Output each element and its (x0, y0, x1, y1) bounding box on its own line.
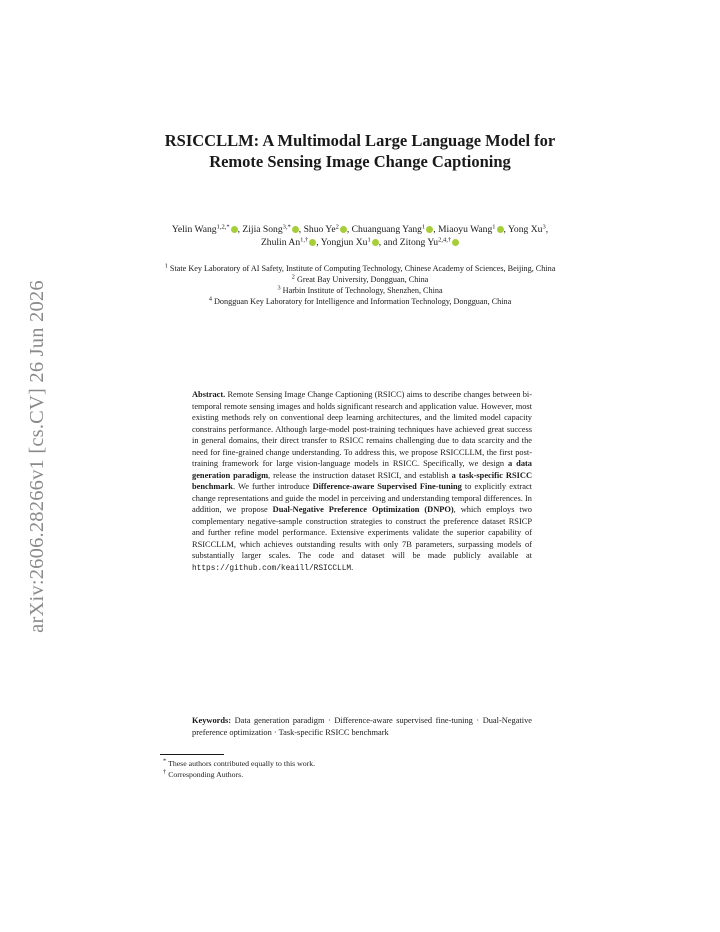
abstract-text: . We further introduce (232, 482, 313, 491)
abstract (192, 389, 532, 575)
author-affiliation-mark: 1 (421, 223, 426, 231)
author-name: Miaoyu Wang (438, 224, 493, 235)
affiliation-number: 1 (164, 262, 168, 270)
author-separator: , (316, 237, 321, 248)
footnote-text: These authors contributed equally to this work. (168, 759, 316, 768)
author-affiliation-mark: 2,4,† (438, 236, 452, 244)
abstract-text: to explicitly extract change representations and guide the model in perceiving and understanding temporal differences. In addition, we propose (192, 482, 532, 514)
footnote-text: Corresponding Authors. (168, 770, 244, 779)
author-affiliation-mark: 3 (542, 223, 546, 231)
abstract-highlight: a data generation paradigm (192, 459, 532, 480)
author-affiliation-mark: 1,2,* (216, 223, 230, 231)
paper-title: RSICCLLM: A Multimodal Large Language Model for Remote Sensing Image Change Captioning (164, 131, 556, 171)
affiliation-text: Great Bay University, Dongguan, China (296, 275, 429, 284)
affiliation-number: 2 (291, 273, 295, 281)
author (352, 224, 438, 235)
abstract-highlight: Dual-Negative Preference Optimization (DNPO) (272, 505, 454, 514)
author-name: Zitong Yu (399, 237, 439, 248)
author (438, 224, 508, 235)
author-affiliation-mark: 1 (367, 236, 371, 244)
author-name: Zhulin An (260, 237, 301, 248)
author (508, 224, 548, 235)
author-separator: , (346, 224, 352, 235)
arxiv-identifier: arXiv:2606.28266v1 [cs.CV] 26 Jun 2026 (25, 279, 48, 633)
author (261, 237, 321, 248)
footnote (163, 769, 563, 780)
author-separator: , and (378, 237, 400, 248)
abstract-text: , release the instruction dataset RSICI, and establish (268, 470, 452, 480)
abstract-text: , which employs two complementary negative-sample construction strategies to construct the preference dataset RSICP and further refine model performance. Extensive experiments validate the superior capability of RSICCLLM, which achieves outstanding results with only 7B parameters, surpassing models of substantially larger scales. The code and dataset will be made publicly available at (192, 505, 532, 560)
abstract-text: . (351, 562, 354, 572)
affiliation-number: 3 (277, 284, 281, 292)
affiliation (150, 285, 570, 296)
keywords (192, 715, 532, 738)
orcid-icon[interactable] (452, 239, 459, 246)
author-affiliation-mark: 3,* (282, 223, 291, 231)
author-separator: , (545, 224, 549, 235)
affiliation-text: Harbin Institute of Technology, Shenzhen, China (282, 286, 443, 295)
orcid-icon[interactable] (497, 226, 504, 233)
author-separator: , (298, 224, 304, 235)
author-affiliation-mark: 1,† (300, 236, 309, 244)
abstract-highlight: a task-specific RSICC benchmark (192, 470, 532, 491)
code-link[interactable]: https://github.com/keaill/RSICCLLM (192, 564, 352, 573)
author-separator: , (503, 224, 508, 235)
footnotes (163, 758, 563, 780)
author-name: Yelin Wang (171, 224, 217, 235)
affiliation-list (150, 263, 570, 307)
author-name: Zijia Song (242, 224, 283, 235)
author-affiliation-mark: 1 (492, 223, 496, 231)
affiliation-text: State Key Laboratory of AI Safety, Institute of Computing Technology, Chinese Academy of Sciences, Beijing, China (169, 264, 556, 273)
affiliation-text: Dongguan Key Laboratory for Intelligence and Information Technology, Dongguan, China (214, 297, 512, 306)
author-name: Shuo Ye (303, 224, 336, 235)
keywords-label: Keywords: (192, 716, 232, 725)
author (172, 224, 243, 235)
author (242, 224, 303, 235)
affiliation (150, 296, 570, 307)
author-separator: , (237, 224, 243, 235)
author-affiliation-mark: 2 (335, 223, 339, 231)
orcid-icon[interactable] (340, 226, 347, 233)
author (304, 224, 352, 235)
footnote-mark: * (163, 757, 167, 765)
orcid-icon[interactable] (372, 239, 379, 246)
author-separator: , (433, 224, 439, 235)
footnote-mark: † (163, 768, 167, 776)
footnote (163, 758, 563, 769)
author-list (160, 223, 560, 249)
affiliation (150, 263, 570, 274)
abstract-text: Remote Sensing Image Change Captioning (RSICC) aims to describe changes between bi-temporal remote sensing images and holds significant research and application value. However, most existing methods rely on conventional deep learning architectures, and the limited model capacity constrains performance. Although large-model post-training techniques have achieved great success in general domains, their direct transfer to RSICC remains challenging due to data scarcity and the need for fine-grained change understanding. To address this, we propose RSICCLLM, the first post-training framework for large vision-language models in RSICC. Specifically, we design (192, 390, 532, 468)
author-name: Yongjun Xu (320, 237, 368, 248)
abstract-label: Abstract. (192, 390, 226, 399)
affiliation (150, 274, 570, 285)
arxiv-stamp (18, 260, 56, 652)
orcid-icon[interactable] (231, 226, 238, 233)
affiliation-number: 4 (208, 295, 212, 303)
abstract-highlight: Difference-aware Supervised Fine-tuning (312, 482, 462, 491)
author-name: Chuanguang Yang (351, 224, 422, 235)
author (321, 237, 400, 248)
footnote-divider (160, 754, 224, 755)
author-name: Yong Xu (507, 224, 543, 235)
orcid-icon[interactable] (292, 226, 299, 233)
author (400, 237, 459, 248)
keywords-text: Data generation paradigm · Difference-aware supervised fine-tuning · Dual-Negative preference optimization · Task-specific RSICC benchmark (192, 716, 532, 737)
